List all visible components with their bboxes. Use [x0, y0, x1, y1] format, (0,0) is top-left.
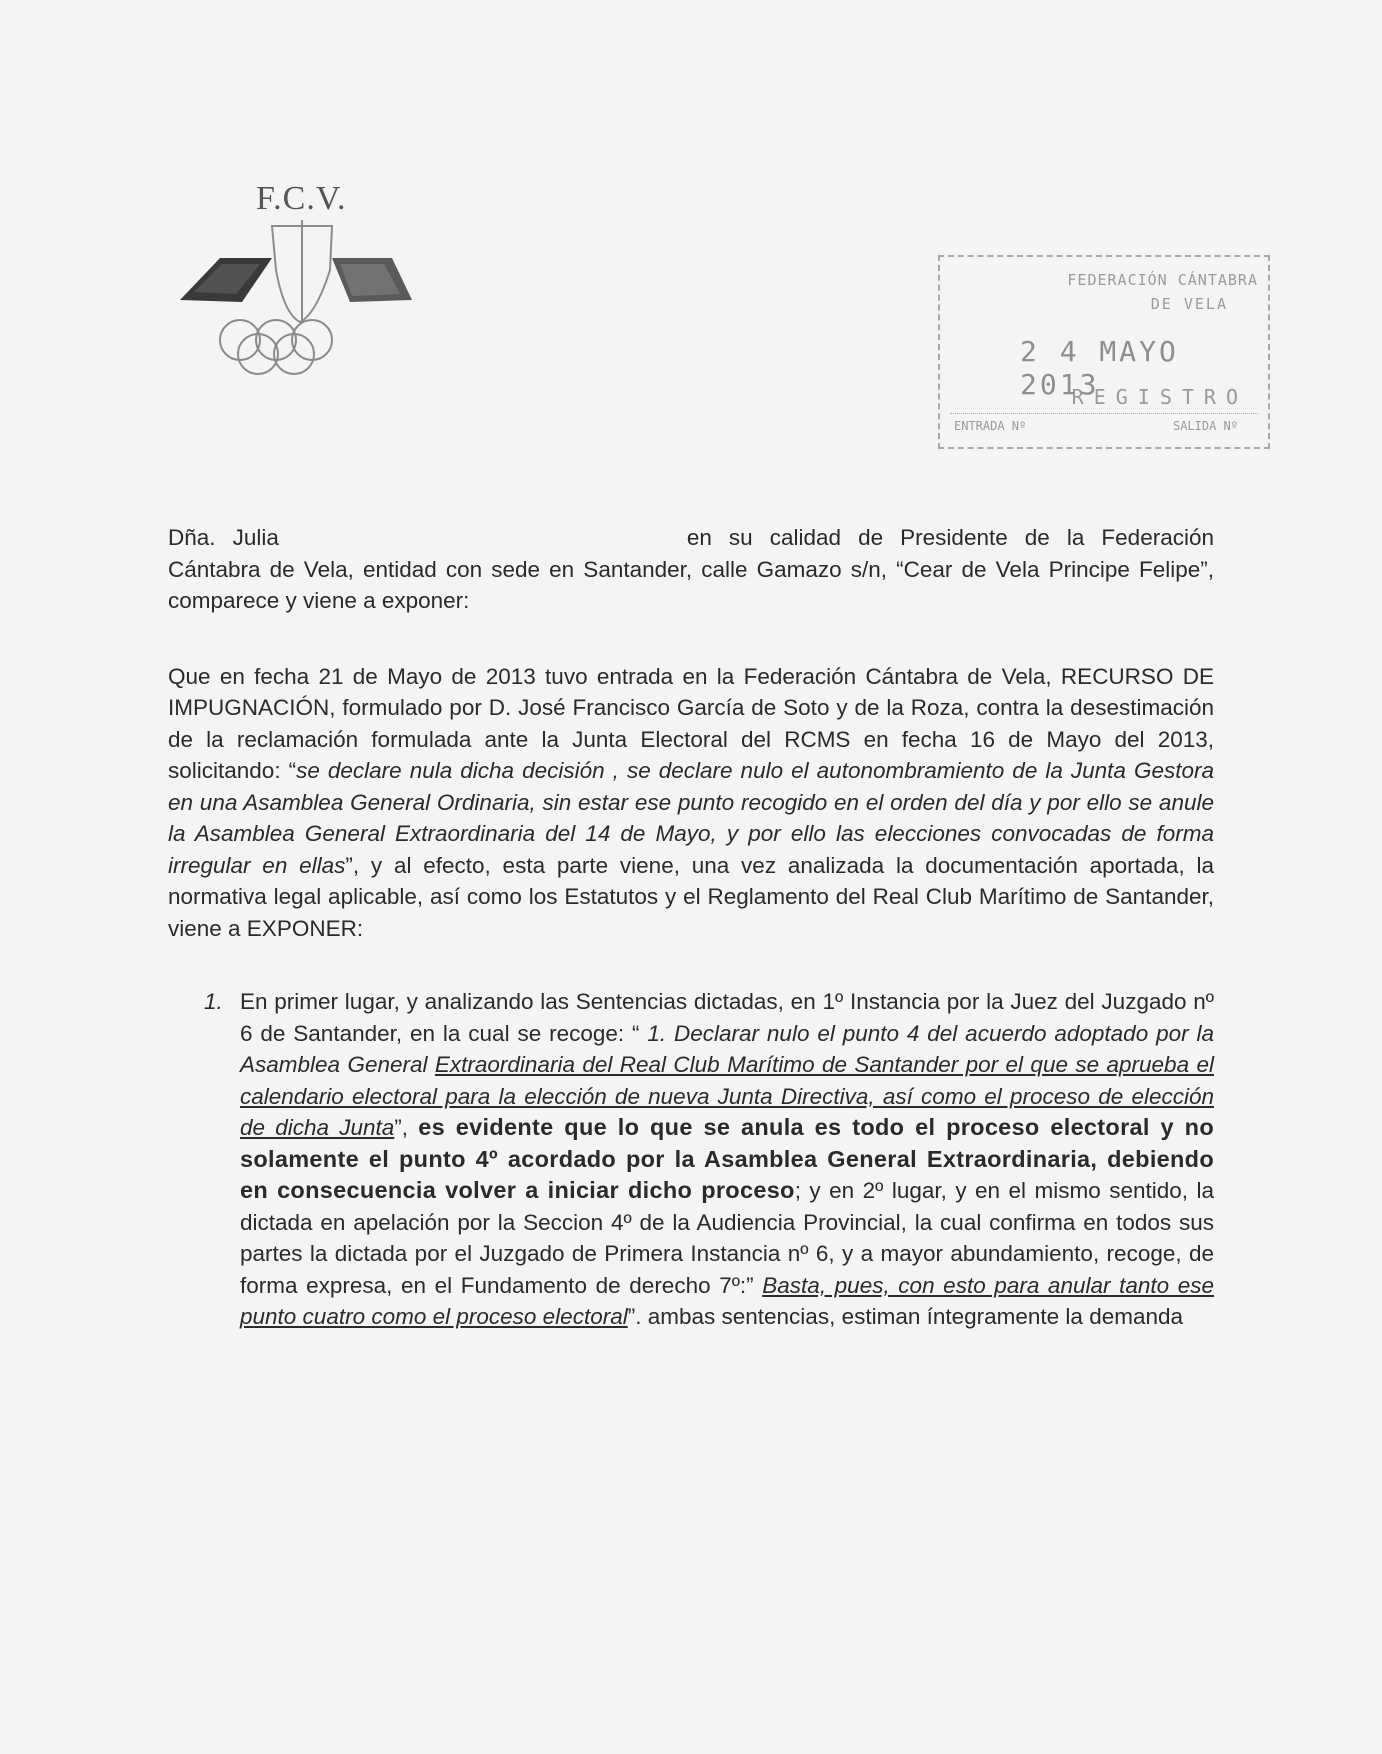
registry-stamp	[938, 255, 1270, 449]
numbered-list	[168, 986, 1214, 1333]
item-text-a: En primer lugar, y analizando las Sentencias dictadas, en 1º Instancia por la Juez del Juzgado nº 6 de Santander, en la cual se recoge: “	[240, 989, 1214, 1046]
item-quote-g: Basta, pues, con esto para anular tanto ese punto cuatro como el proceso electoral	[240, 1272, 1214, 1329]
quoted-request: se declare nula dicha decisión , se declare nulo el autonombramiento de la Junta Gestora en una Asamblea General Ordinaria, sin estar ese punto recogido en el orden del día y por ello se anule la Asamblea General Extraordinaria del 14 de Mayo, y por ello las elecciones convocadas de forma irregular en ellas	[168, 758, 1215, 878]
list-number: 1.	[204, 989, 223, 1014]
letter-body	[168, 522, 1214, 1333]
main-text-c: ”, y al efecto, esta parte viene, una vez analizada la documentación aportada, la normativa legal aplicable, así como los Estatutos y el Reglamento del Real Club Marítimo de Santander, viene a EXPONER:	[168, 852, 1214, 941]
intro-text: en su calidad de Presidente de la Federación Cántabra de Vela, entidad con sede en Santander, calle Gamazo s/n, “Cear de Vela Principe Felipe”, comparece y viene a exponer:	[168, 525, 1214, 613]
item-text-h: ”. ambas sentencias, estiman íntegramente la demanda	[627, 1304, 1184, 1329]
stamp-entrada: ENTRADA Nº	[954, 419, 1027, 433]
item-text-d: ”,	[394, 1115, 419, 1140]
logo-text: F.C.V.	[256, 180, 347, 217]
fcv-logo	[180, 180, 440, 390]
stamp-date: 2 4 MAYO 2013	[1020, 335, 1179, 401]
item-quote-c: Extraordinaria del Real Club Marítimo de Santander por el que se aprueba el calendario electoral para la elección de nueva Junta Directiva, así como el proceso de elección de dicha Junta	[240, 1052, 1214, 1140]
stamp-federation: FEDERACIÓN CÁNTABRA	[1067, 271, 1258, 289]
sender-name: Dña. Julia	[168, 525, 279, 550]
item-bold-conclusion: es evidente que lo que se anula es todo el proceso electoral y no solamente el punto 4º acordado por la Asamblea General Extraordinaria, debiendo en consecuencia volver a iniciar dicho proceso	[240, 1114, 1214, 1203]
main-text-a: Que en fecha 21 de Mayo de 2013 tuvo entrada en la Federación Cántabra de Vela, RECURSO DE IMPUGNACIÓN, formulado por D. José Francisco García de Soto y de la Roza, contra la desestimación de la reclamación formulada ante la Junta Electoral del RCMS en fecha 16 de Mayo del 2013, solicitando: “	[168, 663, 1214, 783]
item-quote-b: 1. Declarar nulo el punto 4 del acuerdo adoptado por la Asamblea General	[240, 1020, 1214, 1077]
stamp-salida: SALIDA Nº	[1172, 419, 1238, 433]
stamp-registro: REGISTRO	[1071, 385, 1248, 409]
stamp-vela: DE VELA	[1150, 295, 1228, 313]
list-item	[168, 986, 1214, 1333]
sail-rings-icon	[180, 210, 440, 390]
intro-paragraph	[168, 522, 1214, 617]
main-paragraph	[168, 661, 1214, 945]
stamp-divider	[950, 413, 1258, 414]
item-text-f: ; y en 2º lugar, y en el mismo sentido, la dictada en apelación por la Seccion 4º de la Audiencia Provincial, la cual confirma en todos sus partes la dictada por el Juzgado de Primera Instancia nº 6, y a mayor abundamiento, recoge, de forma expresa, en el Fundamento de derecho 7º:”	[240, 1178, 1214, 1298]
